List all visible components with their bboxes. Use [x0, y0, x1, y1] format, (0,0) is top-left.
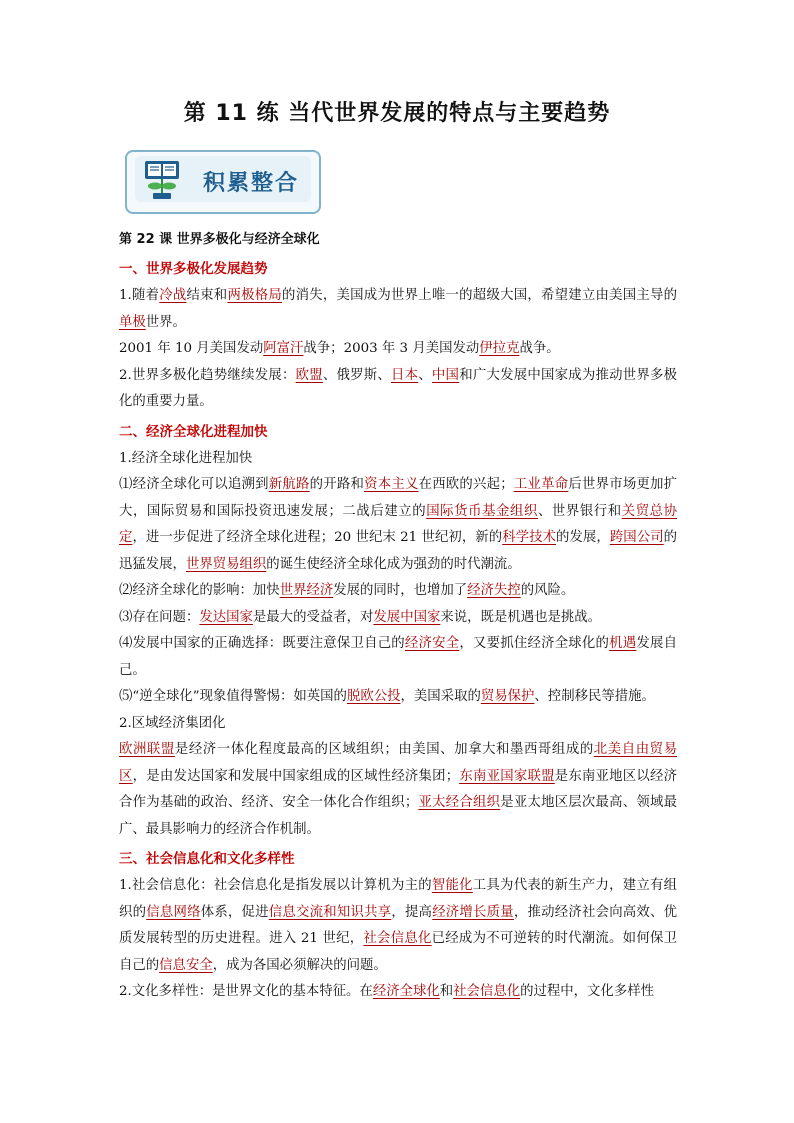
text-run: 发展自己。: [119, 636, 678, 678]
key-term: 经济安全: [404, 636, 460, 651]
key-term: 冷战: [159, 288, 187, 303]
paragraph: [119, 578, 677, 605]
book-plant-icon: [139, 159, 187, 201]
text-run: ⑶存在问题：: [119, 609, 200, 625]
text-run: 的风险。: [520, 583, 575, 598]
text-run: 在西欧的兴起；: [418, 477, 514, 492]
text-run: 已经成为不可逆转的时代潮流。如何保卫自己的: [119, 931, 678, 973]
text-run: 结束和: [186, 288, 228, 303]
text-run: 战争；2003 年 3 月美国发动: [303, 341, 480, 356]
text-run: ，是由发达国家和发展中国家组成的区域性经济集团；: [132, 768, 460, 784]
text-run: 2.文化多样性：是世界文化的基本特征。在: [119, 984, 373, 999]
text-run: 和广大发展中国家成为推动世界多极化的重要力量。: [119, 367, 678, 409]
paragraph: [119, 336, 677, 363]
subheading: 2.区域经济集团化: [119, 715, 226, 731]
text-run: 的发展，: [556, 530, 610, 545]
key-term: 信息交流和知识共享: [268, 904, 392, 920]
lesson-heading: 第 22 课 世界多极化与经济全球化: [119, 232, 320, 247]
key-term: 伊拉克: [479, 341, 520, 356]
section-heading: 二、经济全球化进程加快: [119, 423, 268, 440]
section-heading: 三、社会信息化和文化多样性: [119, 851, 295, 867]
text-run: 的诞生使经济全球化成为强劲的时代潮流。: [266, 556, 521, 572]
text-run: 是亚太地区层次最高、领域最广、最具影响力的经济合作机制。: [119, 795, 678, 837]
key-term: 国际货币基金组织: [426, 503, 538, 519]
key-term: 社会信息化: [363, 931, 432, 946]
text-run: ⑵经济全球化的影响：加快: [119, 583, 280, 598]
key-term: 资本主义: [364, 477, 419, 492]
paragraph: [119, 737, 677, 843]
paragraph: [119, 283, 677, 336]
text-run: 1.社会信息化：社会信息化是指发展以计算机为主的: [119, 878, 432, 893]
text-run: ，提高: [391, 904, 433, 920]
text-run: ，成为各国必须解决的问题。: [212, 957, 387, 973]
paragraph: [119, 873, 677, 979]
key-term: 两极格局: [227, 288, 282, 303]
key-term: 北美自由贸易区: [119, 742, 678, 784]
key-term: 关贸总协定: [119, 503, 678, 545]
text-run: ，进一步促进了经济全球化进程；20 世纪末 21 世纪初，新的: [132, 530, 503, 545]
key-term: 欧盟: [295, 367, 323, 383]
text-run: 和: [439, 984, 454, 999]
key-term: 信息安全: [159, 957, 213, 973]
paragraph: [119, 684, 677, 711]
section-heading: 一、世界多极化发展趋势: [119, 261, 268, 277]
text-run: 是东南亚地区以经济合作为基础的政治、经济、安全一体化合作组织；: [119, 768, 678, 810]
key-term: 科学技术: [502, 530, 557, 545]
key-term: 贸易保护: [480, 689, 535, 704]
text-run: 后世界市场更加扩大，国际贸易和国际投资迅速发展；二战后建立的: [119, 477, 678, 519]
page-title: 第 11 练 当代世界发展的特点与主要趋势: [183, 101, 611, 126]
text-run: 、控制移民等措施。: [534, 689, 655, 704]
paragraph: [119, 631, 677, 684]
key-term: 经济失控: [467, 583, 521, 598]
key-term: 中国: [431, 367, 460, 383]
key-term: 新航路: [268, 477, 310, 492]
text-run: 世界。: [145, 314, 186, 330]
key-term: 社会信息化: [453, 984, 521, 999]
key-term: 脱欧公投: [346, 689, 401, 704]
text-run: ⑷发展中国家的正确选择：既要注意保卫自己的: [119, 636, 405, 651]
content: [119, 231, 677, 1006]
text-run: 体系，促进: [200, 904, 269, 920]
text-run: 、俄罗斯、: [322, 367, 392, 383]
key-term: 机遇: [609, 636, 637, 651]
key-term: 亚太经合组织: [418, 795, 501, 810]
key-term: 东南亚国家联盟: [459, 768, 555, 784]
key-term: 经济增长质量: [432, 904, 514, 920]
text-run: 1.随着: [119, 288, 160, 303]
key-term: 发达国家: [199, 609, 253, 625]
text-run: 、世界银行和: [537, 503, 622, 519]
key-term: 信息网络: [146, 904, 201, 920]
key-term: 欧洲联盟: [119, 742, 175, 757]
paragraph: [119, 363, 677, 416]
key-term: 智能化: [431, 878, 473, 893]
text-run: 2.世界多极化趋势继续发展：: [119, 367, 296, 383]
text-run: 的过程中，文化多样性: [520, 984, 655, 999]
key-term: 经济全球化: [372, 984, 440, 999]
text-run: ，推动经济社会向高效、优质发展转型的历史进程。进入 21 世纪，: [119, 904, 678, 946]
paragraph: [119, 605, 677, 632]
key-term: 发展中国家: [373, 609, 441, 625]
text-run: 2001 年 10 月美国发动: [119, 341, 264, 356]
text-run: 的迅猛发展，: [119, 530, 678, 572]
key-term: 工业革命: [513, 477, 569, 492]
paragraph: [119, 472, 677, 578]
text-run: 的开路和: [309, 477, 365, 492]
text-run: 是经济一体化程度最高的区域组织；由美国、加拿大和墨西哥组成的: [174, 742, 594, 757]
paragraph: [119, 979, 677, 1006]
key-term: 跨国公司: [609, 530, 664, 545]
text-run: 来说，既是机遇也是挑战。: [440, 609, 602, 625]
key-term: 阿富汗: [263, 341, 304, 356]
text-run: 工具为代表的新生产力，建立有组织的: [119, 878, 678, 920]
text-run: ，美国采取的: [400, 689, 481, 704]
text-run: 是最大的受益者，对: [252, 609, 374, 625]
key-term: 单极: [119, 314, 146, 330]
key-term: 日本: [391, 367, 419, 383]
text-run: 、: [418, 367, 432, 383]
text-run: ⑴经济全球化可以追溯到: [119, 477, 269, 492]
text-run: 的消失，美国成为世界上唯一的超级大国，希望建立由美国主导的: [281, 288, 678, 303]
text-run: ⑸“逆全球化”现象值得警惕：如英国的: [119, 689, 347, 704]
subheading: 1.经济全球化进程加快: [119, 450, 253, 466]
section-banner: [125, 150, 321, 214]
text-run: 战争。: [519, 341, 560, 356]
text-run: 发展的同时，也增加了: [333, 583, 468, 598]
banner-label: 积累整合: [203, 171, 300, 196]
key-term: 世界经济: [279, 583, 334, 598]
text-run: ，又要抓住经济全球化的: [459, 636, 610, 651]
key-term: 世界贸易组织: [185, 556, 267, 572]
